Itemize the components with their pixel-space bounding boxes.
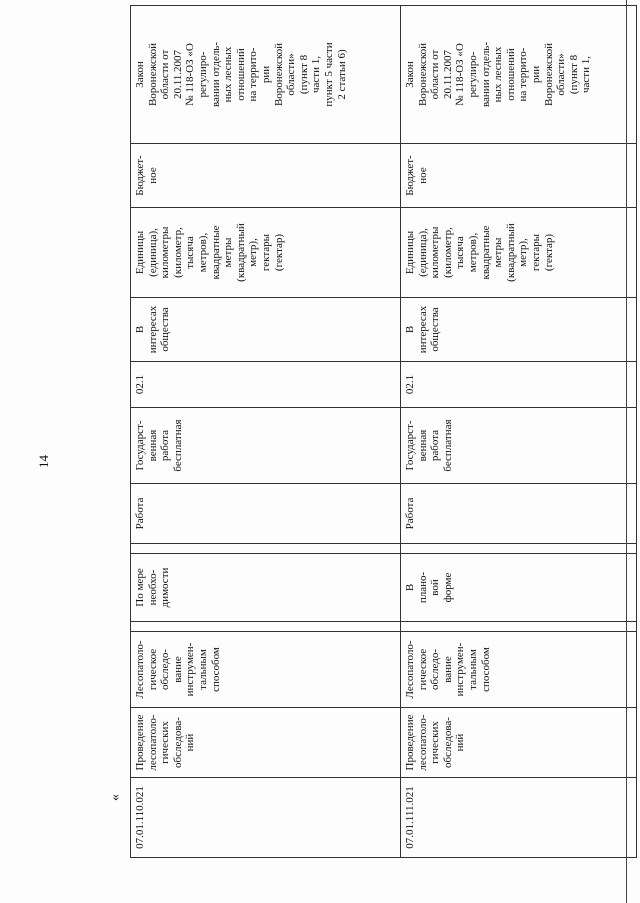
registry-table [130,5,637,858]
page-number: 14 [36,455,51,468]
service-code: 07.01.111.021 [401,778,637,858]
service-code: 07.01.110.021 [131,778,401,858]
service-condition: По мере необхо- димости [131,554,401,622]
empty-cell [131,544,401,554]
bottom-rule [626,0,627,903]
service-type: Работа [131,484,401,544]
service-interest: В интересах общества [401,298,637,362]
okved-code: 02.1 [401,362,637,408]
table-row [401,6,637,858]
service-type: Работа [401,484,637,544]
service-category: Государст- венная работа бесплатная [131,408,401,484]
legal-basis: Закон Воронежской области от 20.11.2007 № 118-ОЗ «О регулиро- вании отдель- ных лесных отношений на террито- рии Воронежской области» (пункт 8 части 1, [401,6,637,144]
service-condition: В плано- вой форме [401,554,637,622]
service-content: Лесопатоло- гическое обследо- вание инструмен- тальным способом [131,632,401,708]
institution-type: Бюджет- ное [131,144,401,208]
empty-cell [131,622,401,632]
opening-quote-mark: « [108,794,123,801]
measurement-unit: Единицы (единица), километры (километр, тысяча метров), квадратные метры (квадратный метр), гектары (гектар) [401,208,637,298]
okved-code: 02.1 [131,362,401,408]
service-name: Проведение лесопатоло- гических обследова- ний [131,708,401,778]
table-row [131,6,401,858]
service-name: Проведение лесопатоло- гических обследова- ний [401,708,637,778]
institution-type: Бюджет- ное [401,144,637,208]
service-content: Лесопатоло- гическое обследо- вание инструмен- тальным способом [401,632,637,708]
service-interest: В интересах общества [131,298,401,362]
empty-cell [401,622,637,632]
measurement-unit: Единицы (единица), километры (километр, тысяча метров), квадратные метры (квадратный метр), гектары (гектар) [131,208,401,298]
legal-basis: Закон Воронежской области от 20.11.2007 № 118-ОЗ «О регулиро- вании отдель- ных лесных отношений на террито- рии Воронежской области» (пункт 8 части 1, пункт 5 части 2 статьи 6) [131,6,401,144]
empty-cell [401,544,637,554]
service-category: Государст- венная работа бесплатная [401,408,637,484]
